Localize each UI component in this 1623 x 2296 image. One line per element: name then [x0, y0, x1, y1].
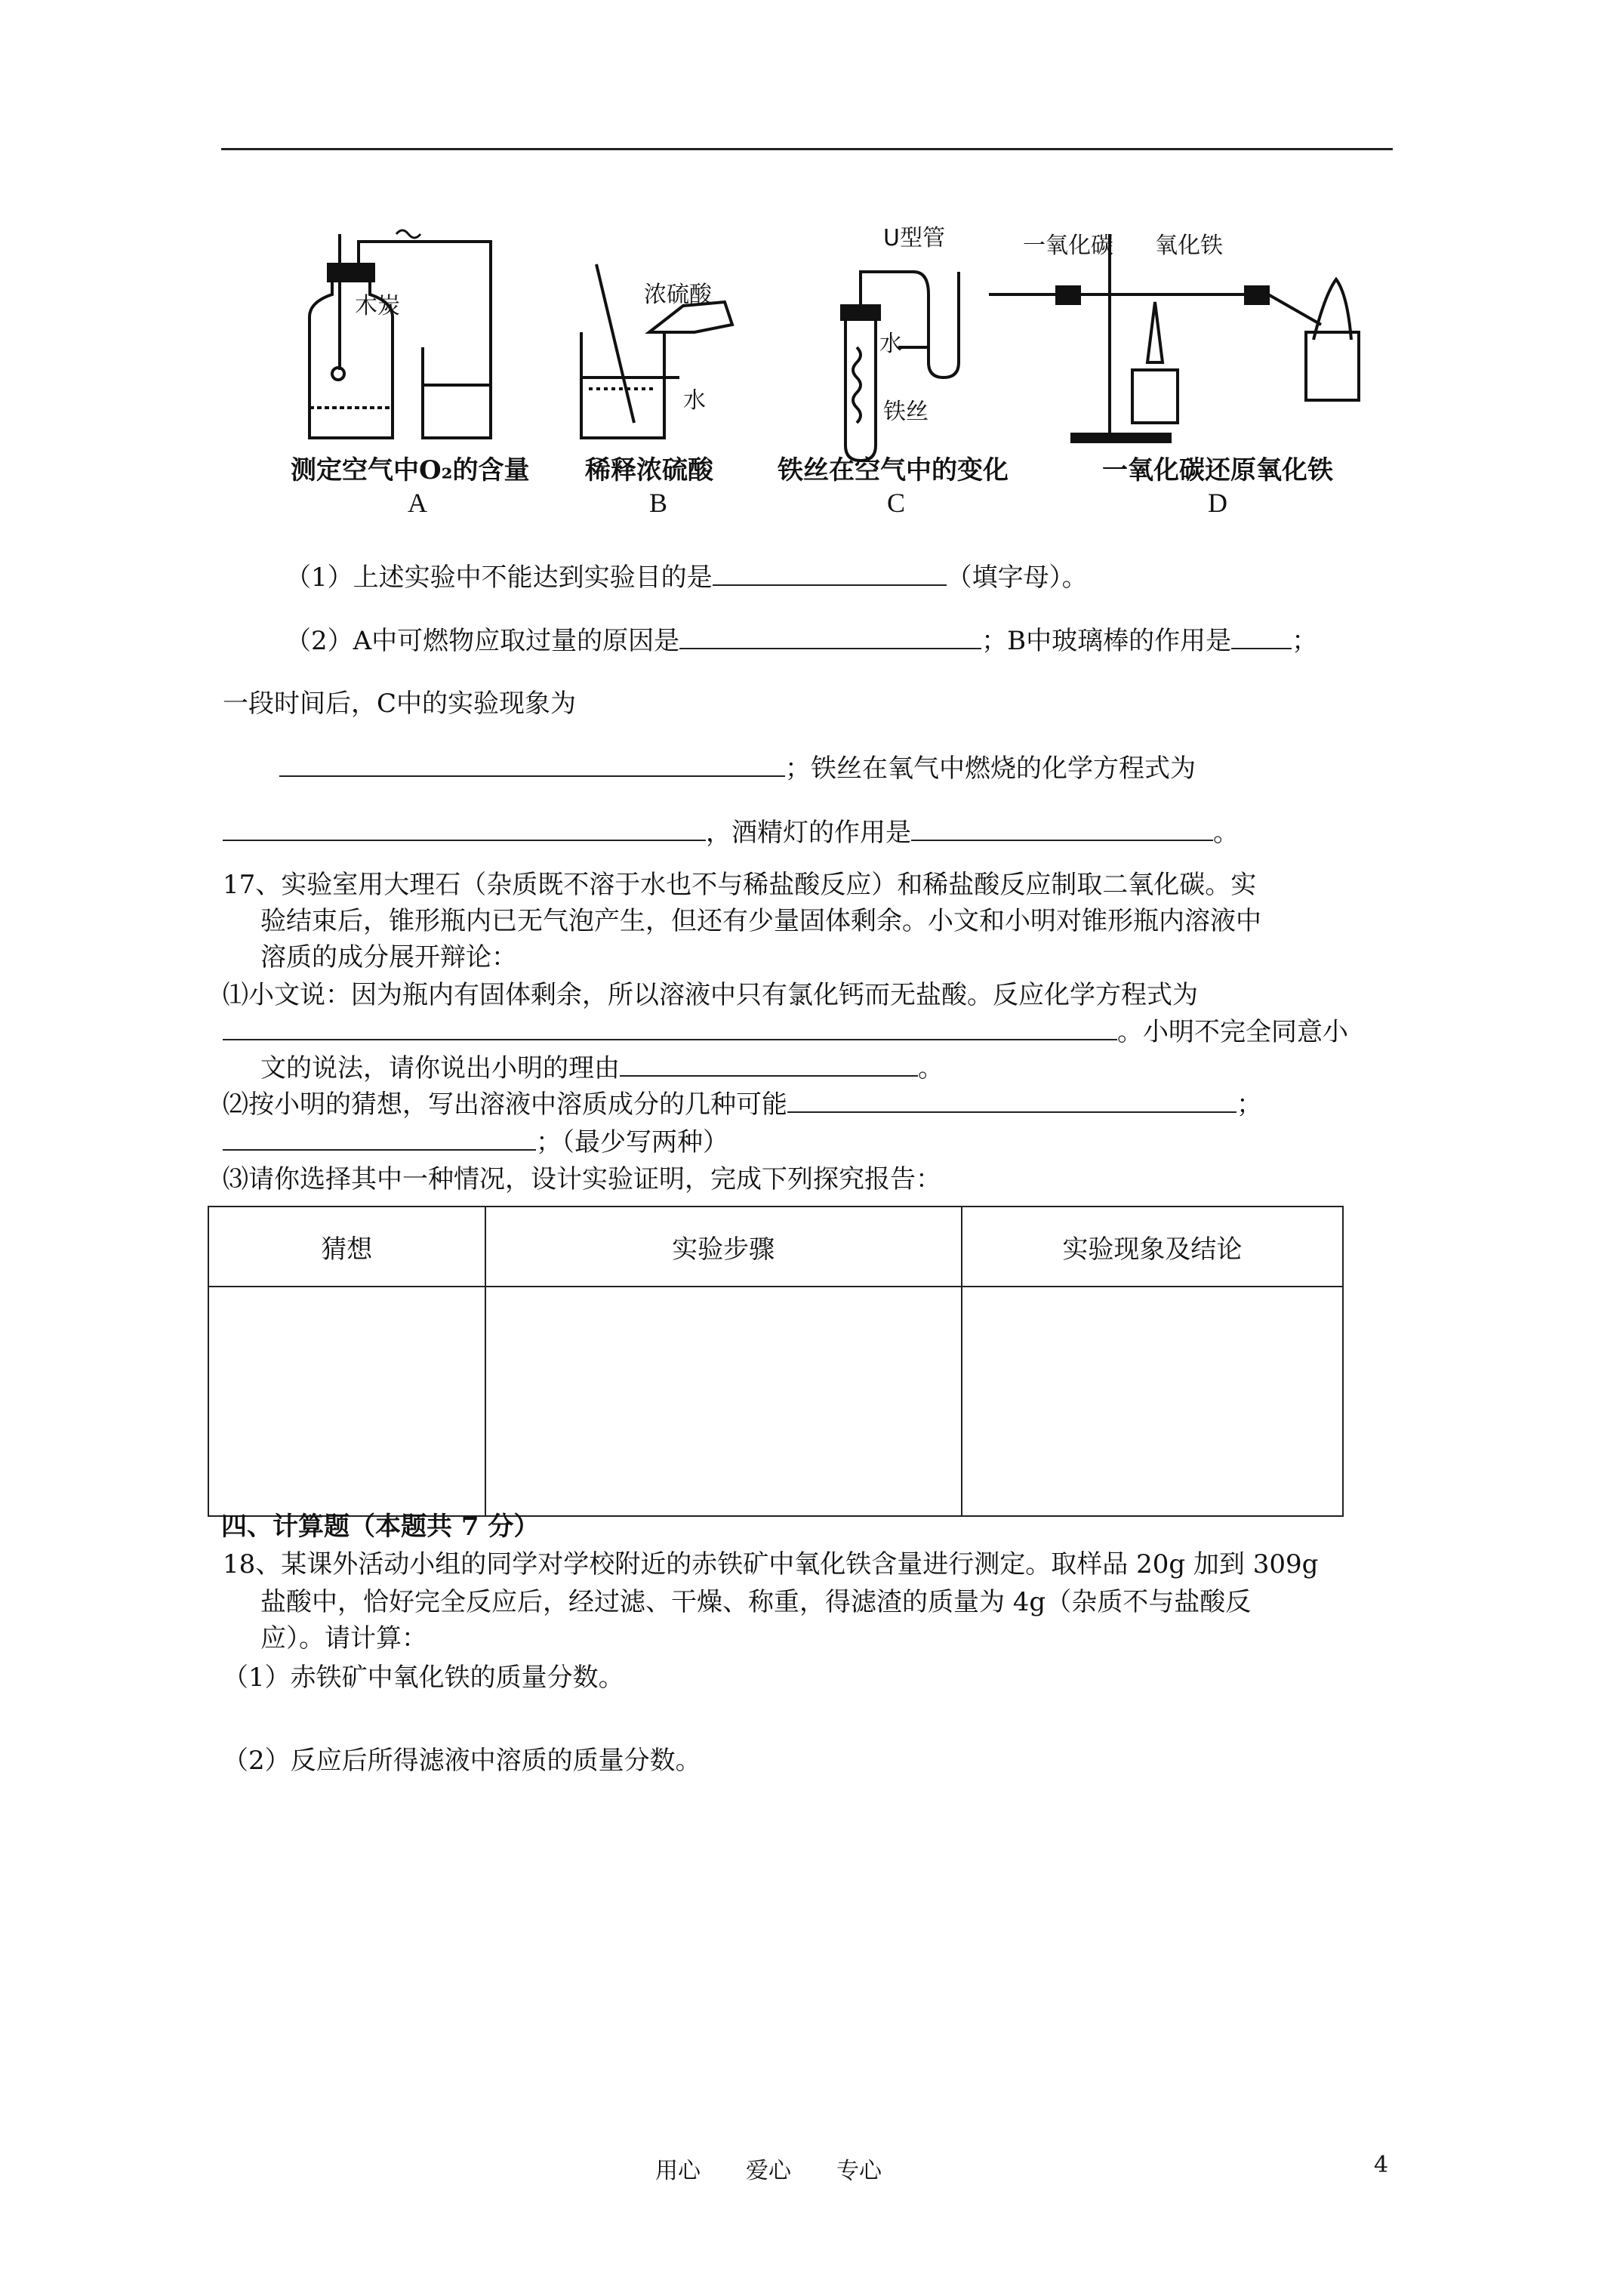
- cell-hypothesis[interactable]: [208, 1287, 485, 1516]
- q17-line8: ；（最少写两种）: [223, 1125, 728, 1159]
- figure-d-label-co: 一氧化碳: [1023, 233, 1113, 259]
- header-result: 实验现象及结论: [962, 1207, 1343, 1287]
- answer-blank[interactable]: [620, 1051, 918, 1077]
- cell-steps[interactable]: [485, 1287, 962, 1516]
- q17-line3: 溶质的成分展开辩论：: [260, 942, 517, 972]
- figure-d-caption: 一氧化碳还原氧化铁: [1102, 455, 1333, 485]
- q17-line7: ⑵按小明的猜想，写出溶液中溶质成分的几种可能 ；: [223, 1087, 1262, 1121]
- answer-blank[interactable]: [279, 751, 785, 777]
- experiment-figures: [287, 219, 1419, 476]
- figure-c-caption: 铁丝在空气中的变化: [778, 455, 1009, 485]
- figure-b-label-acid: 浓硫酸: [644, 282, 712, 308]
- figure-c-letter: C: [887, 488, 906, 518]
- q18-part2: （2）反应后所得滤液中溶质的质量分数。: [223, 1746, 701, 1776]
- figure-c-label-wire: 铁丝: [883, 399, 929, 425]
- q16-part2: （2）A中可燃物应取过量的原因是 ；B中玻璃棒的作用是 ；: [285, 624, 1317, 658]
- figure-a-label-charcoal: 木炭: [355, 293, 400, 319]
- answer-blank[interactable]: [787, 1087, 1236, 1113]
- figure-c-label-utube: U型管: [883, 225, 945, 251]
- inquiry-report-table: [208, 1206, 1344, 1517]
- q18-line3: 应）。请计算：: [260, 1623, 427, 1653]
- figure-d-apparatus: [989, 234, 1359, 442]
- figure-a-caption: 测定空气中O₂的含量: [291, 455, 530, 485]
- q17-line9: ⑶请你选择其中一种情况，设计实验证明，完成下列探究报告：: [223, 1164, 941, 1194]
- answer-blank[interactable]: [1231, 624, 1292, 649]
- cell-result[interactable]: [962, 1287, 1343, 1516]
- answer-blank[interactable]: [223, 815, 706, 841]
- answer-blank[interactable]: [713, 560, 947, 586]
- footer-motto: 用心 爱心 专心: [655, 2158, 882, 2184]
- figure-d-letter: D: [1208, 488, 1227, 518]
- q18-part1: （1）赤铁矿中氧化铁的质量分数。: [223, 1663, 624, 1693]
- q18-line2: 盐酸中，恰好完全反应后，经过滤、干燥、称重，得滤渣的质量为 4g（杂质不与盐酸反: [260, 1587, 1252, 1617]
- q17-line4: ⑴小文说：因为瓶内有固体剩余，所以溶液中只有氯化钙而无盐酸。反应化学方程式为: [223, 980, 1198, 1010]
- figure-a-letter: A: [408, 488, 427, 518]
- figure-c-label-water: 水: [879, 331, 902, 357]
- header-hypothesis: 猜想: [208, 1207, 485, 1287]
- page-number: 4: [1374, 2152, 1389, 2178]
- answer-blank[interactable]: [223, 1015, 1117, 1040]
- q16-part3: 一段时间后，C中的实验现象为: [223, 689, 577, 719]
- q18-line1: 18、某课外活动小组的同学对学校附近的赤铁矿中氧化铁含量进行测定。取样品 20g 加到 309g: [223, 1549, 1319, 1579]
- answer-blank[interactable]: [911, 815, 1213, 841]
- figure-b-letter: B: [649, 488, 668, 518]
- figure-b-label-water: 水: [683, 387, 706, 414]
- header-rule: [221, 148, 1393, 150]
- q17-line6: 文的说法，请你说出小明的理由 。: [260, 1051, 944, 1085]
- q16-part4: ；铁丝在氧气中燃烧的化学方程式为: [279, 751, 1196, 785]
- section4-title: 四、计算题（本题共 7 分）: [221, 1512, 540, 1542]
- figure-b-caption: 稀释浓硫酸: [585, 455, 713, 485]
- answer-blank[interactable]: [223, 1125, 536, 1151]
- answer-blank[interactable]: [679, 624, 981, 649]
- q17-line1: 17、实验室用大理石（杂质既不溶于水也不与稀盐酸反应）和稀盐酸反应制取二氧化碳。实: [223, 870, 1257, 900]
- q16-part1: （1）上述实验中不能达到实验目的是 （填字母）。: [285, 560, 1088, 594]
- header-steps: 实验步骤: [485, 1207, 962, 1287]
- figure-c-apparatus: [842, 272, 959, 461]
- figure-d-label-fe2o3: 氧化铁: [1155, 233, 1223, 259]
- q17-line5: 。小明不完全同意小: [223, 1015, 1348, 1049]
- q16-part5: ，酒精灯的作用是 。: [223, 815, 1239, 849]
- figure-a-apparatus: [310, 230, 491, 438]
- q17-line2: 验结束后，锥形瓶内已无气泡产生，但还有少量固体剩余。小文和小明对锥形瓶内溶液中: [260, 906, 1261, 936]
